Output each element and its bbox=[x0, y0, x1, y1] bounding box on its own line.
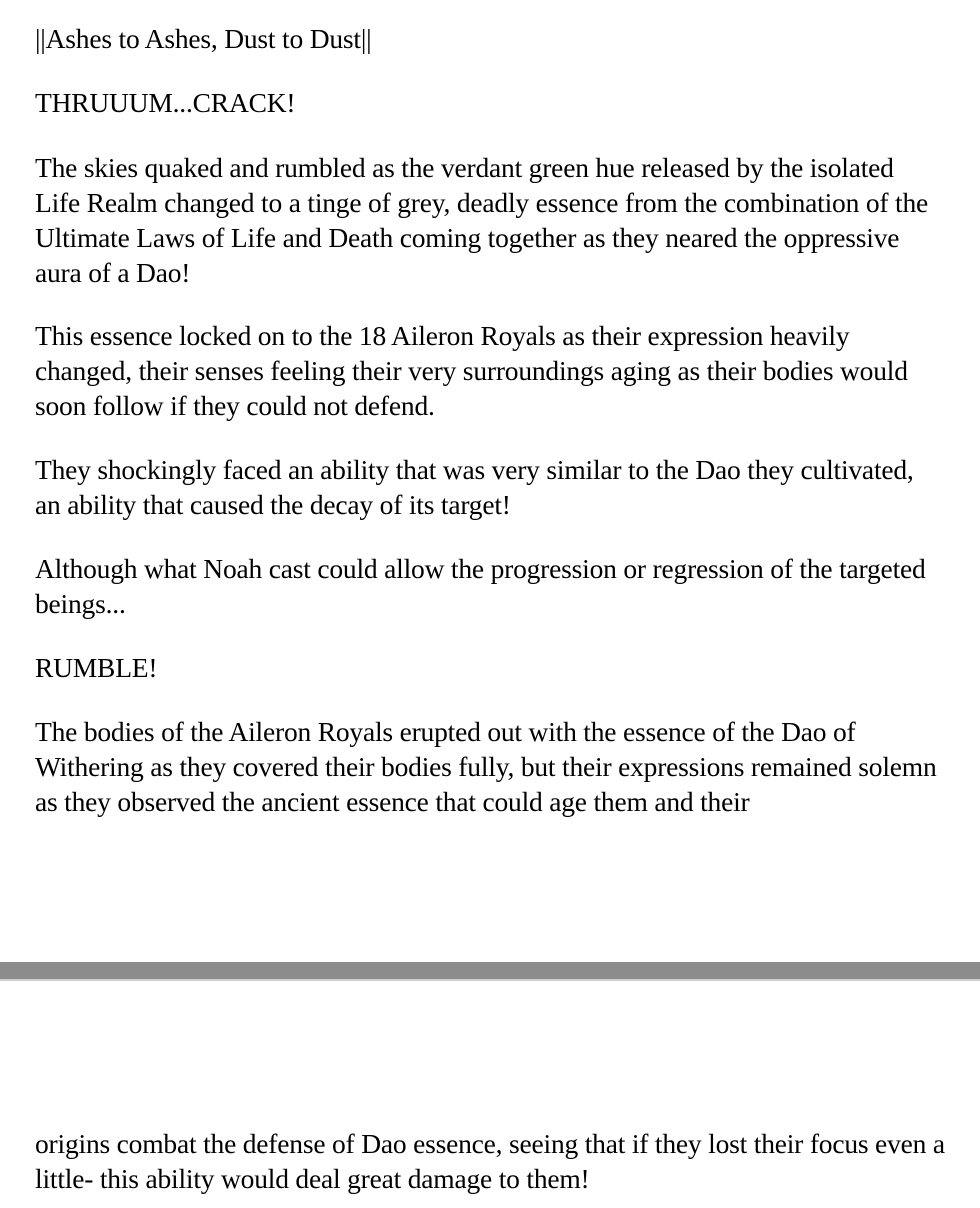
paragraph-text: RUMBLE! bbox=[35, 652, 158, 683]
paragraph-text: The skies quaked and rumbled as the verdant green hue released by the isolated Life Realm changed to a tinge of grey, deadly essence from the combination of the Ultimate Laws of Life and Death coming together as they neared the oppressive aura of a Dao! bbox=[35, 152, 929, 288]
page-divider bbox=[0, 962, 980, 983]
paragraph bbox=[35, 714, 945, 819]
paragraph bbox=[35, 150, 945, 290]
page-divider-bar bbox=[0, 962, 980, 981]
paragraph-text: They shockingly faced an ability that was very similar to the Dao they cultivated, an ability that caused the decay of its target! bbox=[35, 454, 914, 520]
paragraph bbox=[35, 1126, 945, 1196]
paragraph-text: THRUUUM...CRACK! bbox=[35, 87, 296, 118]
paragraph-text: origins combat the defense of Dao essence, seeing that if they lost their focus even a little- this ability would deal great damage to them! bbox=[35, 1128, 945, 1194]
paragraph bbox=[35, 650, 945, 685]
paragraph bbox=[35, 318, 945, 423]
paragraph-text: The bodies of the Aileron Royals erupted out with the essence of the Dao of Withering as they covered their bodies fully, but their expressions remained solemn as they observed the ancient essence that could age them and their bbox=[35, 716, 937, 817]
chapter-title bbox=[35, 21, 945, 56]
chapter-title-text: ||Ashes to Ashes, Dust to Dust|| bbox=[35, 23, 372, 54]
paragraph bbox=[35, 551, 945, 621]
paragraph bbox=[35, 452, 945, 522]
paragraph-text: Although what Noah cast could allow the progression or regression of the targeted beings... bbox=[35, 553, 926, 619]
paragraph bbox=[35, 85, 945, 120]
paragraph-text: This essence locked on to the 18 Aileron Royals as their expression heavily changed, their senses feeling their very surroundings aging as their bodies would soon follow if they could not defend. bbox=[35, 320, 908, 421]
